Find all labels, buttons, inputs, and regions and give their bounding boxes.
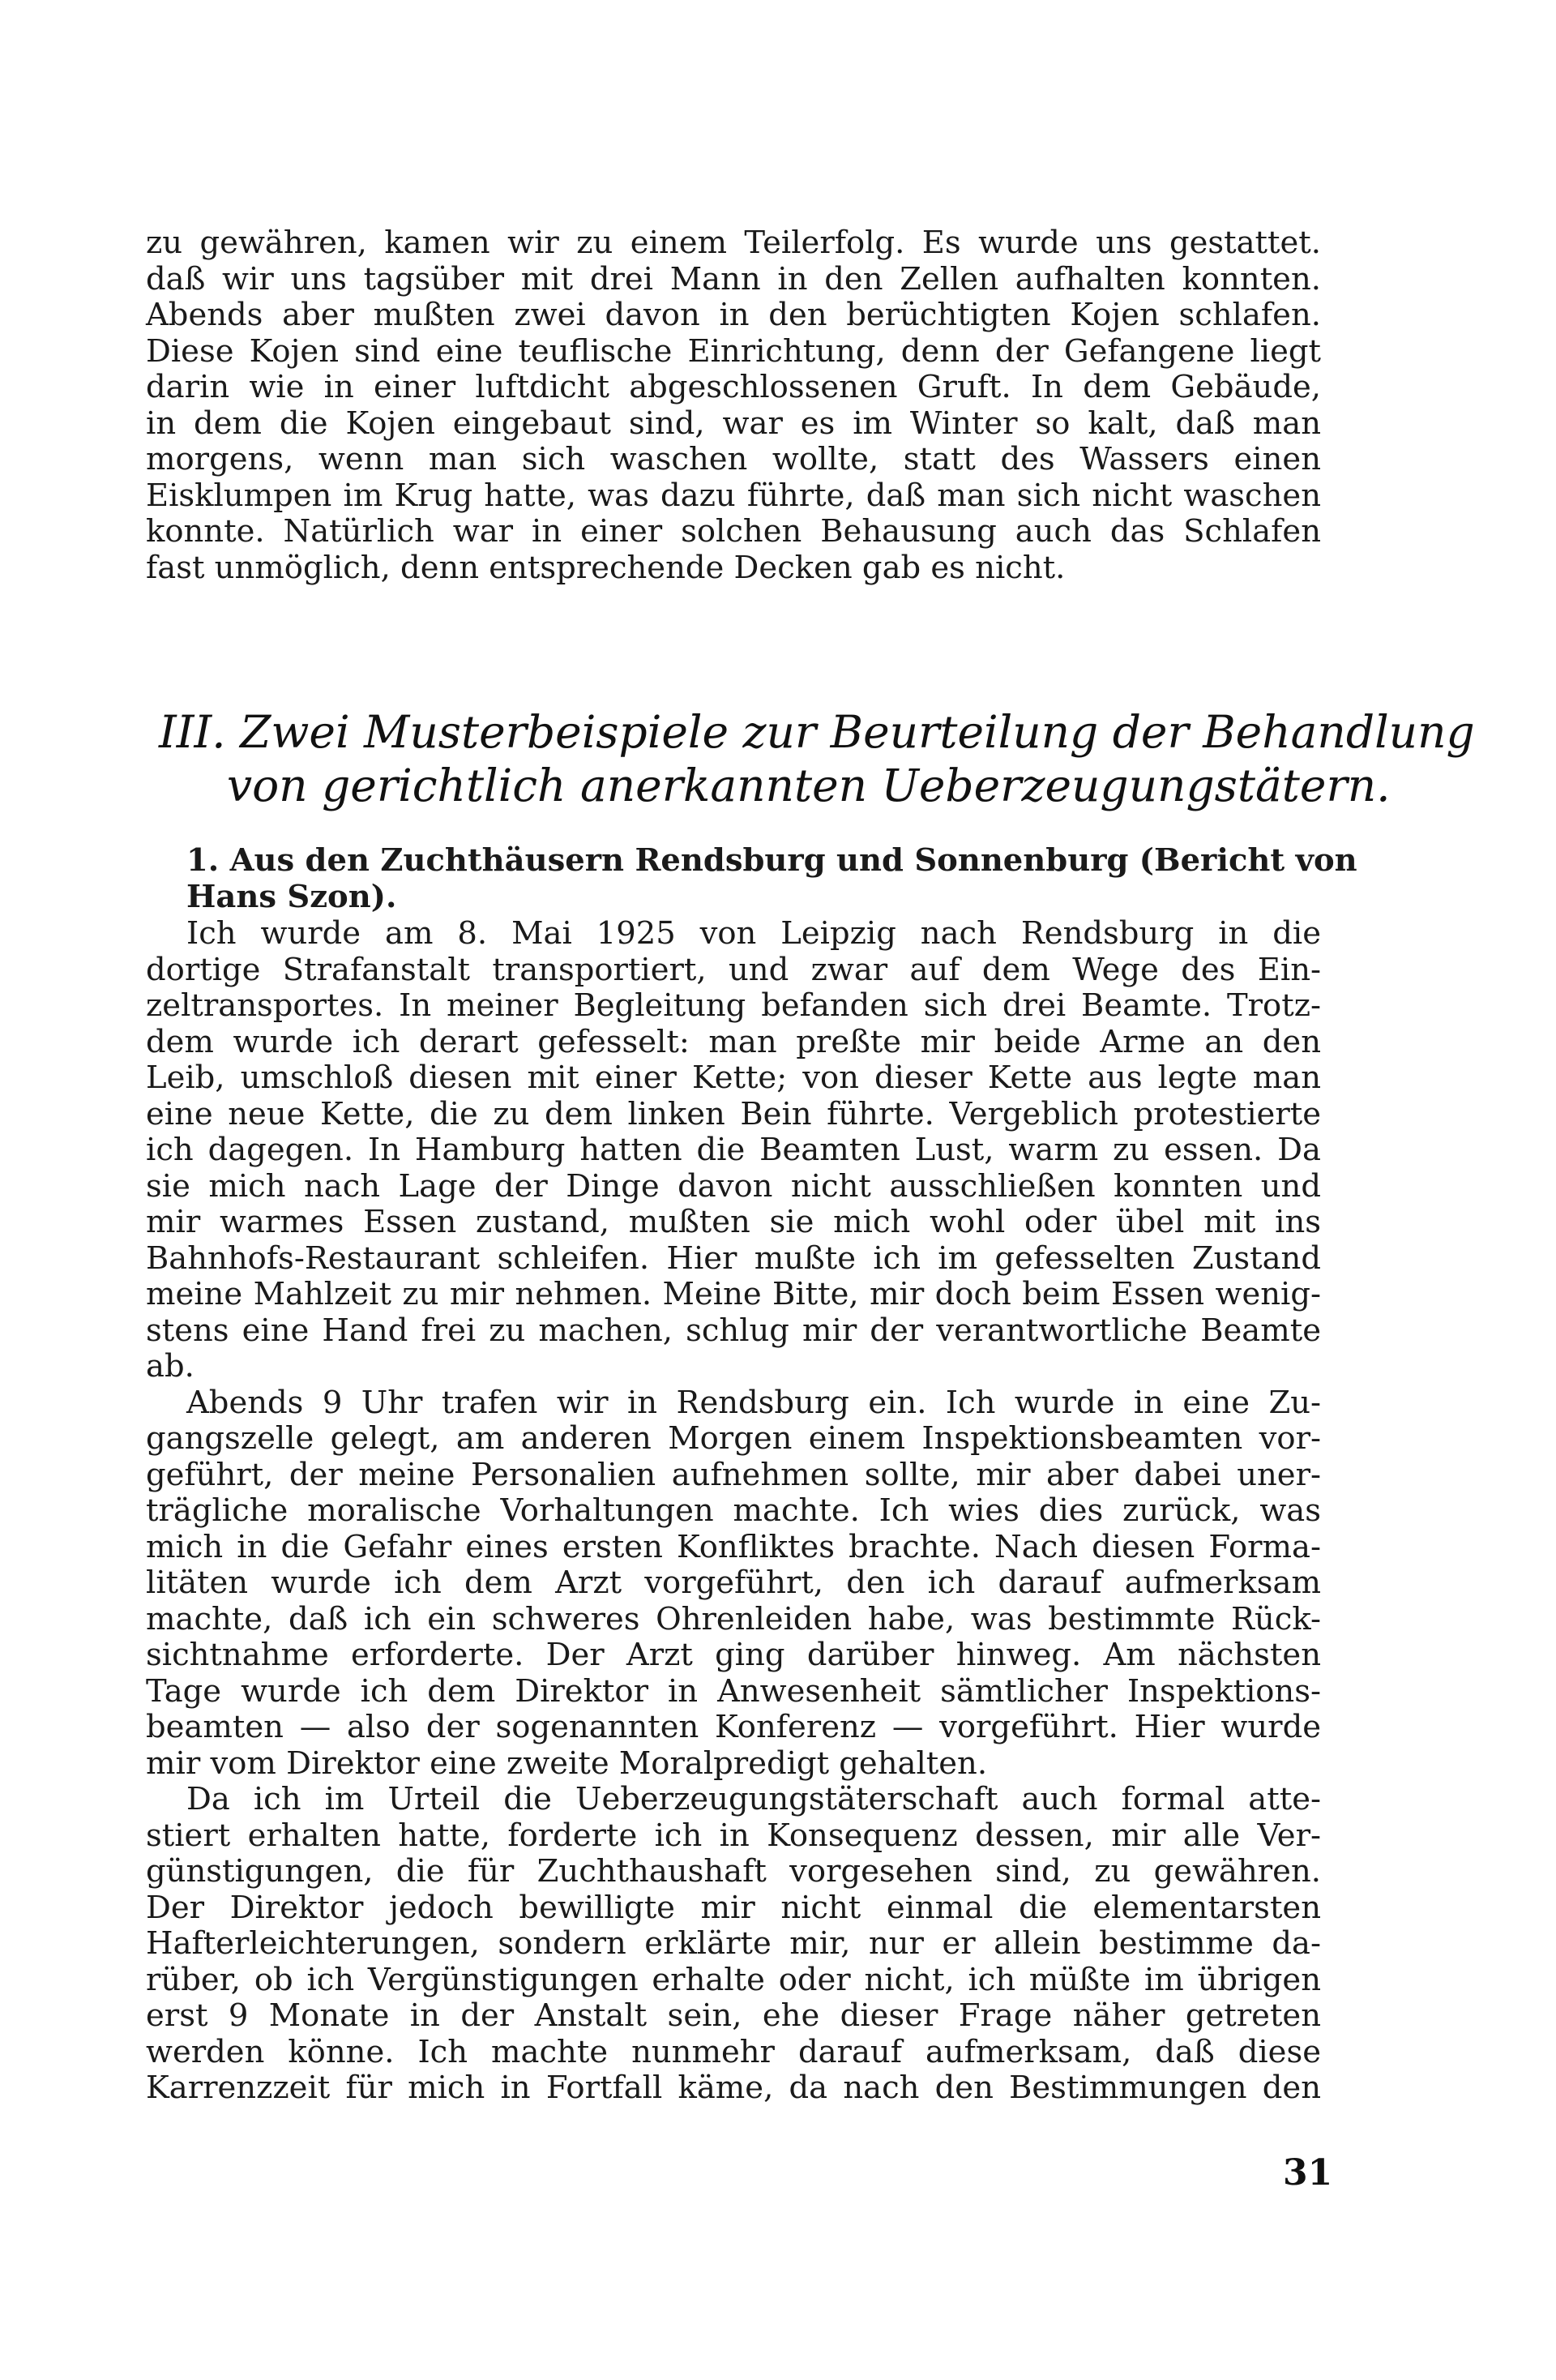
text-line: darin wie in einer luftdicht abgeschlossenen Gruft. In dem Gebäude, [146, 369, 1321, 405]
text-line: litäten wurde ich dem Arzt vorgeführt, den ich darauf aufmerksam [146, 1565, 1321, 1601]
text-line: daß wir uns tagsüber mit drei Mann in den Zellen aufhalten konnten. [146, 260, 1321, 298]
text-line: mir warmes Essen zustand, mußten sie mich wohl oder übel mit ins [146, 1204, 1321, 1240]
text-line: Leib, umschloß diesen mit einer Kette; von dieser Kette aus legte man [146, 1059, 1321, 1096]
text-line: ich dagegen. In Hamburg hatten die Beamten Lust, warm zu essen. Da [146, 1132, 1321, 1168]
text-line: Hafterleichterungen, sondern erklärte mir, nur er allein bestimme da- [146, 1925, 1321, 1962]
text-line: morgens, wenn man sich waschen wollte, statt des Wassers einen [146, 441, 1321, 477]
text-line: beamten — also der sogenannten Konferenz — vorgeführt. Hier wurde [146, 1709, 1321, 1745]
body-text [146, 916, 1321, 2107]
text-line: meine Mahlzeit zu mir nehmen. Meine Bitte, mir doch beim Essen wenig- [146, 1276, 1321, 1312]
text-line: trägliche moralische Vorhaltungen machte. Ich wies dies zurück, was [146, 1492, 1321, 1529]
text-line: stiert erhalten hatte, forderte ich in Konsequenz dessen, mir alle Ver- [146, 1817, 1321, 1854]
text-line: zeltransportes. In meiner Begleitung befanden sich drei Beamte. Trotz- [146, 987, 1321, 1024]
text-line: Bahnhofs-Restaurant schleifen. Hier mußte ich im gefesselten Zustand [146, 1239, 1321, 1277]
text-line: sie mich nach Lage der Dinge davon nicht ausschließen konnten und [146, 1167, 1321, 1205]
intro-paragraph [146, 225, 1321, 586]
text-line: fast unmöglich, denn entsprechende Decken gab es nicht. [146, 549, 1066, 586]
text-line: machte, daß ich ein schweres Ohrenleiden habe, was bestimmte Rück- [146, 1600, 1321, 1637]
text-line: mich in die Gefahr eines ersten Konfliktes brachte. Nach diesen Forma- [146, 1528, 1321, 1565]
text-line: Diese Kojen sind eine teuflische Einrichtung, denn der Gefangene liegt [146, 332, 1321, 370]
text-line: ab. [146, 1348, 194, 1385]
text-line: Tage wurde ich dem Direktor in Anwesenheit sämtlicher Inspektions- [146, 1672, 1321, 1710]
text-line: stens eine Hand frei zu machen, schlug mir der verantwortliche Beamte [146, 1312, 1321, 1349]
subsection-heading-line: Hans Szon). [186, 878, 397, 915]
text-line: dortige Strafanstalt transportiert, und zwar auf dem Wege des Ein- [146, 951, 1321, 988]
page-number: 31 [1283, 2152, 1333, 2194]
text-line: Eisklumpen im Krug hatte, was dazu führte, daß man sich nicht waschen [146, 477, 1321, 514]
section-heading-line: III. Zwei Musterbeispiele zur Beurteilung der Behandlung [159, 706, 1475, 758]
text-line: in dem die Kojen eingebaut sind, war es im Winter so kalt, daß man [146, 405, 1321, 442]
text-line: eine neue Kette, die zu dem linken Bein führte. Vergeblich protestierte [146, 1095, 1321, 1132]
text-line: gangszelle gelegt, am anderen Morgen einem Inspektionsbeamten vor- [146, 1420, 1321, 1457]
subsection-heading-line: 1. Aus den Zuchthäusern Rendsburg und Sonnenburg (Bericht von [186, 842, 1357, 879]
text-line: werden könne. Ich machte nunmehr darauf aufmerksam, daß diese [146, 2033, 1321, 2070]
text-line: Abends aber mußten zwei davon in den berüchtigten Kojen schlafen. [146, 297, 1321, 333]
text-line: geführt, der meine Personalien aufnehmen sollte, mir aber dabei uner- [146, 1456, 1321, 1493]
text-line: günstigungen, die für Zuchthaushaft vorgesehen sind, zu gewähren. [146, 1853, 1321, 1890]
section-heading [146, 705, 1475, 812]
text-line: Da ich im Urteil die Ueberzeugungstäterschaft auch formal atte- [186, 1781, 1321, 1817]
text-line: konnte. Natürlich war in einer solchen Behausung auch das Schlafen [146, 513, 1321, 550]
text-line: sichtnahme erforderte. Der Arzt ging darüber hinweg. Am nächsten [146, 1637, 1321, 1673]
text-line: erst 9 Monate in der Anstalt sein, ehe dieser Frage näher getreten [146, 1997, 1321, 2034]
text-line: rüber, ob ich Vergünstigungen erhalte oder nicht, ich müßte im übrigen [146, 1961, 1321, 1998]
text-line: dem wurde ich derart gefesselt: man preßte mir beide Arme an den [146, 1023, 1321, 1060]
text-line: mir vom Direktor eine zweite Moralpredigt gehalten. [146, 1744, 988, 1782]
text-line: Der Direktor jedoch bewilligte mir nicht einmal die elementarsten [146, 1889, 1321, 1926]
subsection-heading [146, 842, 1357, 915]
text-line: Ich wurde am 8. Mai 1925 von Leipzig nach Rendsburg in die [186, 915, 1321, 952]
text-line: Karrenzzeit für mich in Fortfall käme, da nach den Bestimmungen den [146, 2070, 1321, 2106]
section-heading-line: von gerichtlich anerkannten Ueberzeugungstätern. [227, 760, 1391, 811]
text-line: zu gewähren, kamen wir zu einem Teilerfolg. Es wurde uns gestattet. [146, 225, 1321, 261]
text-line: Abends 9 Uhr trafen wir in Rendsburg ein. Ich wurde in eine Zu- [186, 1384, 1321, 1421]
